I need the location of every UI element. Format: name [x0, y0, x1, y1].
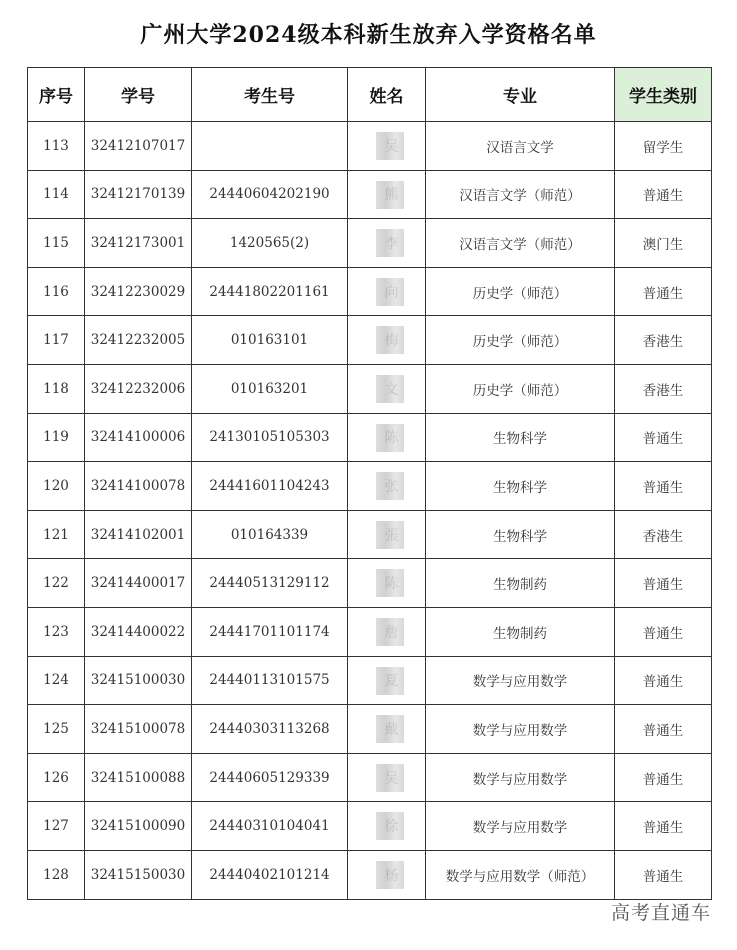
student-id-cell: 32412107017	[85, 122, 192, 171]
seq-cell: 115	[28, 219, 85, 268]
name-cell	[348, 753, 426, 802]
major-cell: 生物制药	[426, 559, 615, 608]
major-cell: 汉语言文学（师范）	[426, 219, 615, 268]
name-redaction-blur	[376, 375, 404, 403]
header-student-id: 学号	[85, 68, 192, 122]
exam-id-cell: 24440604202190	[192, 170, 348, 219]
table-row	[28, 705, 712, 754]
name-redaction-blur	[376, 764, 404, 792]
student-id-cell: 32415100090	[85, 802, 192, 851]
major-cell: 历史学（师范）	[426, 364, 615, 413]
student-id-cell: 32415100078	[85, 705, 192, 754]
student-id-cell: 32412170139	[85, 170, 192, 219]
exam-id-cell: 24441601104243	[192, 462, 348, 511]
seq-cell: 124	[28, 656, 85, 705]
category-cell: 普通生	[615, 802, 712, 851]
student-id-cell: 32414400017	[85, 559, 192, 608]
major-cell: 汉语言文学	[426, 122, 615, 171]
name-cell	[348, 510, 426, 559]
name-redaction-blur	[376, 132, 404, 160]
seq-cell: 127	[28, 802, 85, 851]
category-cell: 普通生	[615, 559, 712, 608]
student-id-cell: 32412173001	[85, 219, 192, 268]
exam-id-cell: 24440605129339	[192, 753, 348, 802]
name-cell	[348, 364, 426, 413]
major-cell: 历史学（师范）	[426, 267, 615, 316]
major-cell: 数学与应用数学	[426, 705, 615, 754]
category-cell: 普通生	[615, 413, 712, 462]
table-row	[28, 802, 712, 851]
category-cell: 香港生	[615, 316, 712, 365]
seq-cell: 121	[28, 510, 85, 559]
exam-id-cell: 24130105105303	[192, 413, 348, 462]
name-redaction-blur	[376, 812, 404, 840]
major-cell: 生物科学	[426, 510, 615, 559]
student-id-cell: 32415150030	[85, 850, 192, 899]
seq-cell: 128	[28, 850, 85, 899]
seq-cell: 123	[28, 607, 85, 656]
category-cell: 普通生	[615, 170, 712, 219]
major-cell: 数学与应用数学	[426, 802, 615, 851]
table-row	[28, 656, 712, 705]
table-row	[28, 170, 712, 219]
name-cell	[348, 462, 426, 511]
category-cell: 普通生	[615, 462, 712, 511]
major-cell: 生物科学	[426, 413, 615, 462]
exam-id-cell: 24441802201161	[192, 267, 348, 316]
table-row	[28, 607, 712, 656]
exam-id-cell: 24440513129112	[192, 559, 348, 608]
seq-cell: 113	[28, 122, 85, 171]
name-redaction-blur	[376, 667, 404, 695]
student-id-cell: 32414400022	[85, 607, 192, 656]
table-row	[28, 462, 712, 511]
exam-id-cell: 24441701101174	[192, 607, 348, 656]
table-row	[28, 850, 712, 899]
header-name: 姓名	[348, 68, 426, 122]
exam-id-cell: 24440303113268	[192, 705, 348, 754]
category-cell: 普通生	[615, 753, 712, 802]
table-row	[28, 316, 712, 365]
header-major: 专业	[426, 68, 615, 122]
category-cell: 普通生	[615, 607, 712, 656]
name-cell	[348, 122, 426, 171]
table-row	[28, 267, 712, 316]
name-cell	[348, 170, 426, 219]
page-title: 广州大学2024级本科新生放弃入学资格名单	[140, 22, 597, 48]
table-row	[28, 413, 712, 462]
exam-id-cell: 010164339	[192, 510, 348, 559]
name-redaction-blur	[376, 181, 404, 209]
seq-cell: 116	[28, 267, 85, 316]
name-redaction-blur	[376, 861, 404, 889]
major-cell: 生物制药	[426, 607, 615, 656]
table-row	[28, 559, 712, 608]
exam-id-cell	[192, 122, 348, 171]
header-seq: 序号	[28, 68, 85, 122]
category-cell: 普通生	[615, 656, 712, 705]
exam-id-cell: 24440402101214	[192, 850, 348, 899]
seq-cell: 126	[28, 753, 85, 802]
name-redaction-blur	[376, 326, 404, 354]
category-cell: 澳门生	[615, 219, 712, 268]
watermark: 高考直通车	[610, 902, 711, 924]
name-redaction-blur	[376, 618, 404, 646]
roster-table	[27, 67, 712, 900]
student-id-cell: 32412232006	[85, 364, 192, 413]
name-cell	[348, 802, 426, 851]
name-redaction-blur	[376, 229, 404, 257]
category-cell: 香港生	[615, 510, 712, 559]
exam-id-cell: 1420565(2)	[192, 219, 348, 268]
seq-cell: 119	[28, 413, 85, 462]
name-redaction-blur	[376, 569, 404, 597]
seq-cell: 120	[28, 462, 85, 511]
name-redaction-blur	[376, 715, 404, 743]
student-id-cell: 32414100078	[85, 462, 192, 511]
name-cell	[348, 559, 426, 608]
table-row	[28, 364, 712, 413]
table-row	[28, 122, 712, 171]
exam-id-cell: 010163101	[192, 316, 348, 365]
major-cell: 数学与应用数学	[426, 656, 615, 705]
name-cell	[348, 316, 426, 365]
name-cell	[348, 656, 426, 705]
major-cell: 生物科学	[426, 462, 615, 511]
name-redaction-blur	[376, 521, 404, 549]
category-cell: 留学生	[615, 122, 712, 171]
student-id-cell: 32412230029	[85, 267, 192, 316]
seq-cell: 114	[28, 170, 85, 219]
name-cell	[348, 705, 426, 754]
header-category: 学生类别	[615, 68, 712, 122]
category-cell: 普通生	[615, 267, 712, 316]
name-redaction-blur	[376, 278, 404, 306]
student-id-cell: 32415100088	[85, 753, 192, 802]
name-redaction-blur	[376, 472, 404, 500]
name-cell	[348, 850, 426, 899]
category-cell: 普通生	[615, 705, 712, 754]
major-cell: 数学与应用数学	[426, 753, 615, 802]
table-header-row	[28, 68, 712, 122]
header-exam-id: 考生号	[192, 68, 348, 122]
name-redaction-blur	[376, 424, 404, 452]
table-row	[28, 510, 712, 559]
name-cell	[348, 607, 426, 656]
category-cell: 香港生	[615, 364, 712, 413]
name-cell	[348, 219, 426, 268]
table-row	[28, 753, 712, 802]
table-row	[28, 219, 712, 268]
exam-id-cell: 010163201	[192, 364, 348, 413]
table-body	[28, 122, 712, 900]
name-cell	[348, 413, 426, 462]
exam-id-cell: 24440310104041	[192, 802, 348, 851]
seq-cell: 125	[28, 705, 85, 754]
category-cell: 普通生	[615, 850, 712, 899]
student-id-cell: 32414102001	[85, 510, 192, 559]
major-cell: 汉语言文学（师范）	[426, 170, 615, 219]
exam-id-cell: 24440113101575	[192, 656, 348, 705]
student-id-cell: 32414100006	[85, 413, 192, 462]
student-id-cell: 32415100030	[85, 656, 192, 705]
seq-cell: 117	[28, 316, 85, 365]
major-cell: 数学与应用数学（师范）	[426, 850, 615, 899]
major-cell: 历史学（师范）	[426, 316, 615, 365]
name-cell	[348, 267, 426, 316]
student-id-cell: 32412232005	[85, 316, 192, 365]
seq-cell: 118	[28, 364, 85, 413]
seq-cell: 122	[28, 559, 85, 608]
